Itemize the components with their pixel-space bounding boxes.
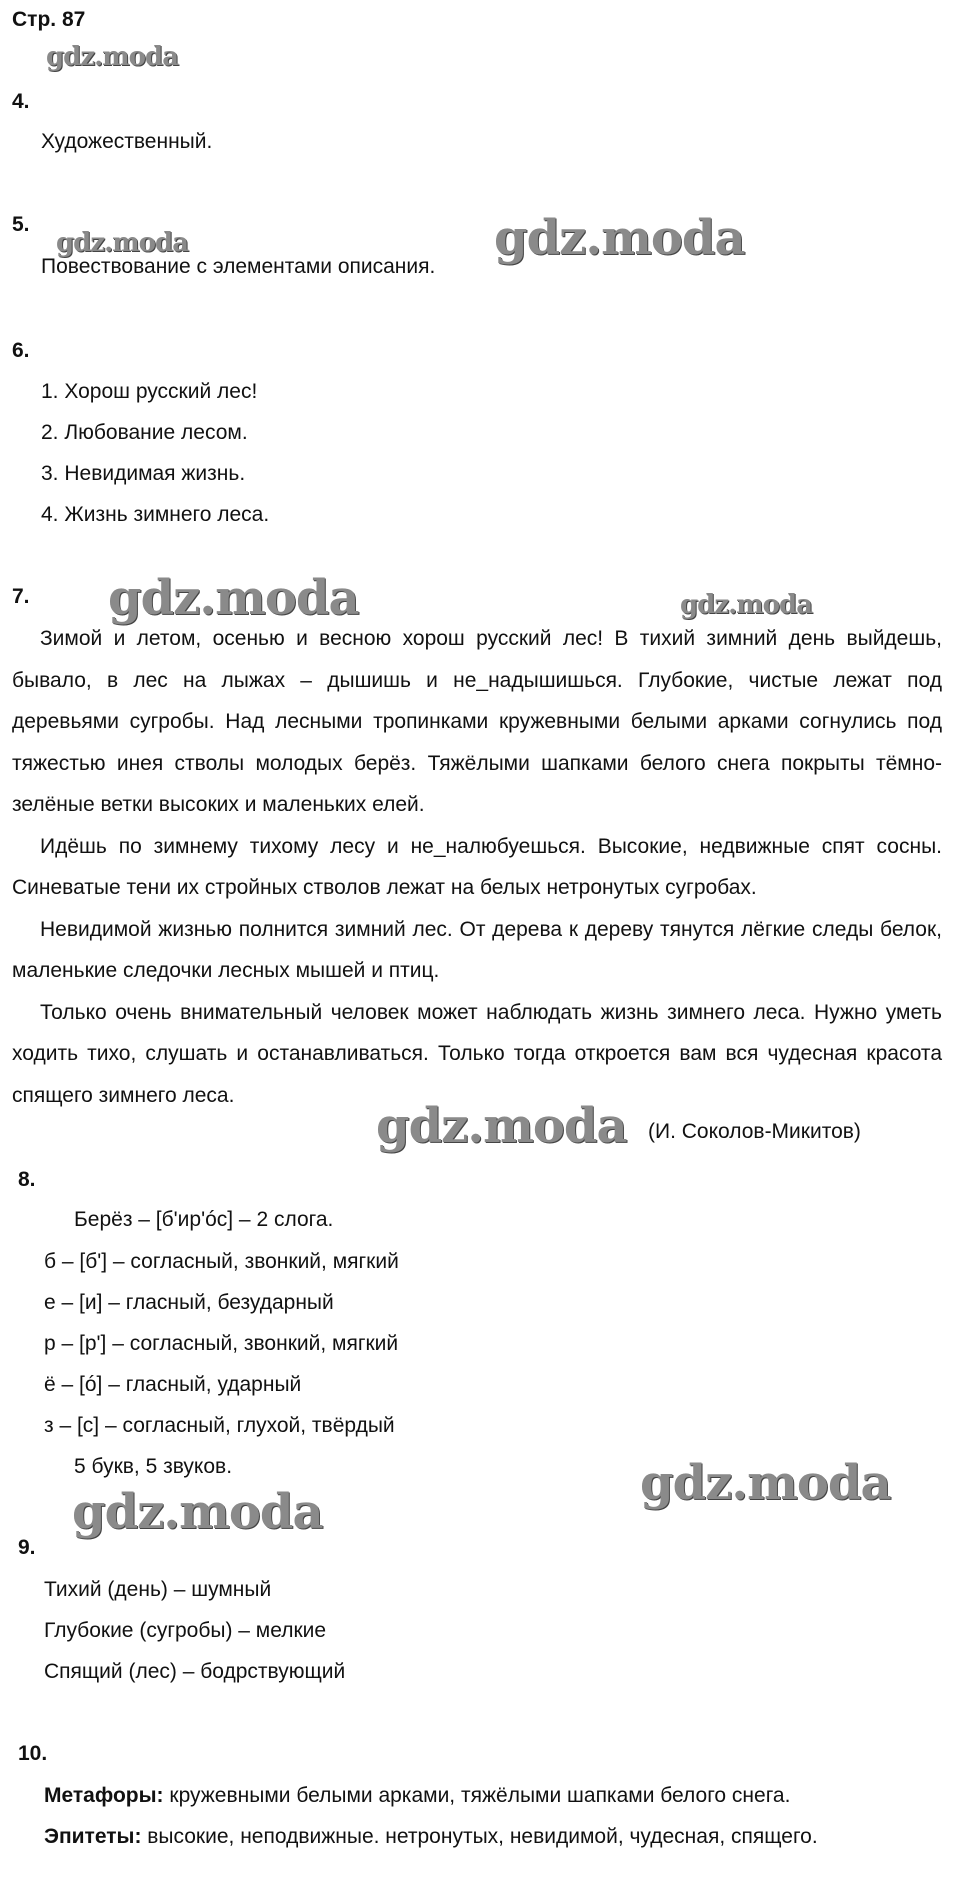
phonetic-header: Берёз – [б'ир'óс] – 2 слога. — [74, 1208, 334, 1231]
task-answer: Повествование с элементами описания. — [41, 255, 436, 278]
watermark: gdz.moda — [640, 1455, 891, 1511]
task-number: 9. — [18, 1536, 36, 1559]
phonetic-line: е – [и] – гласный, безударный — [44, 1291, 334, 1314]
metaphors-line — [44, 1784, 790, 1808]
list-item: 3. Невидимая жизнь. — [41, 462, 246, 485]
watermark: gdz.moda — [56, 228, 189, 258]
paragraph: Идёшь по зимнему тихому лесу и не_налюбуешься. Высокие, недвижные спят сосны. Синеватые тени их стройных стволов лежат на белых нетронутых сугробах. — [12, 834, 942, 899]
phonetic-line: ё – [ó] – гласный, ударный — [44, 1373, 302, 1396]
task-number: 5. — [12, 213, 30, 236]
author-credit: (И. Соколов-Микитов) — [648, 1120, 861, 1143]
list-item: 4. Жизнь зимнего леса. — [41, 503, 270, 526]
task-answer: Художественный. — [41, 130, 213, 153]
list-item: 2. Любование лесом. — [41, 421, 248, 444]
paragraph: Зимой и летом, осенью и весною хорош русский лес! В тихий зимний день выйдешь, бывало, в лес на лыжах – дышишь и не_надышишься. Глубокие, чистые лежат под деревьями сугробы. Над лесными тропинками кружевными белыми арками согнулись под тяжестью инея стволы молодых берёз. Тяжёлыми шапками белого снега покрыты тёмно-зелёные ветки высоких и маленьких елей. — [12, 627, 942, 816]
epithets-label: Эпитеты: — [44, 1825, 142, 1848]
task-number: 6. — [12, 339, 30, 362]
watermark: gdz.moda — [72, 1484, 323, 1540]
phonetic-summary: 5 букв, 5 звуков. — [74, 1455, 233, 1478]
antonym-line: Тихий (день) – шумный — [44, 1578, 272, 1601]
paragraph: Только очень внимательный человек может наблюдать жизнь зимнего леса. Нужно уметь ходить тихо, слушать и останавливаться. Только тогда откроется вам вся чудесная красота спящего зимнего леса. — [12, 1000, 942, 1107]
epithets-text: высокие, неподвижные. нетронутых, невидимой, чудесная, спящего. — [141, 1825, 818, 1848]
phonetic-line: б – [б'] – согласный, звонкий, мягкий — [44, 1250, 399, 1273]
antonym-line: Спящий (лес) – бодрствующий — [44, 1660, 346, 1683]
watermark: gdz.moda — [680, 590, 813, 620]
task-number: 10. — [18, 1742, 48, 1765]
metaphors-label: Метафоры: — [44, 1784, 164, 1807]
metaphors-text: кружевными белыми арками, тяжёлыми шапками белого снега. — [163, 1784, 791, 1807]
watermark: gdz.moda — [46, 42, 179, 72]
epithets-line — [44, 1825, 818, 1849]
task-number: 7. — [12, 585, 30, 608]
list-item: 1. Хорош русский лес! — [41, 380, 258, 403]
phonetic-line: з – [с] – согласный, глухой, твёрдый — [44, 1414, 395, 1437]
text-body — [12, 618, 942, 1116]
phonetic-line: р – [р'] – согласный, звонкий, мягкий — [44, 1332, 399, 1355]
watermark: gdz.moda — [108, 570, 359, 626]
page-number: Стр. 87 — [12, 8, 86, 31]
task-number: 8. — [18, 1168, 36, 1191]
paragraph: Невидимой жизнью полнится зимний лес. От дерева к дереву тянутся лёгкие следы белок, маленькие следочки лесных мышей и птиц. — [12, 917, 942, 982]
antonym-line: Глубокие (сугробы) – мелкие — [44, 1619, 327, 1642]
task-number: 4. — [12, 90, 30, 113]
watermark: gdz.moda — [494, 210, 745, 266]
watermark: gdz.moda — [376, 1098, 627, 1154]
